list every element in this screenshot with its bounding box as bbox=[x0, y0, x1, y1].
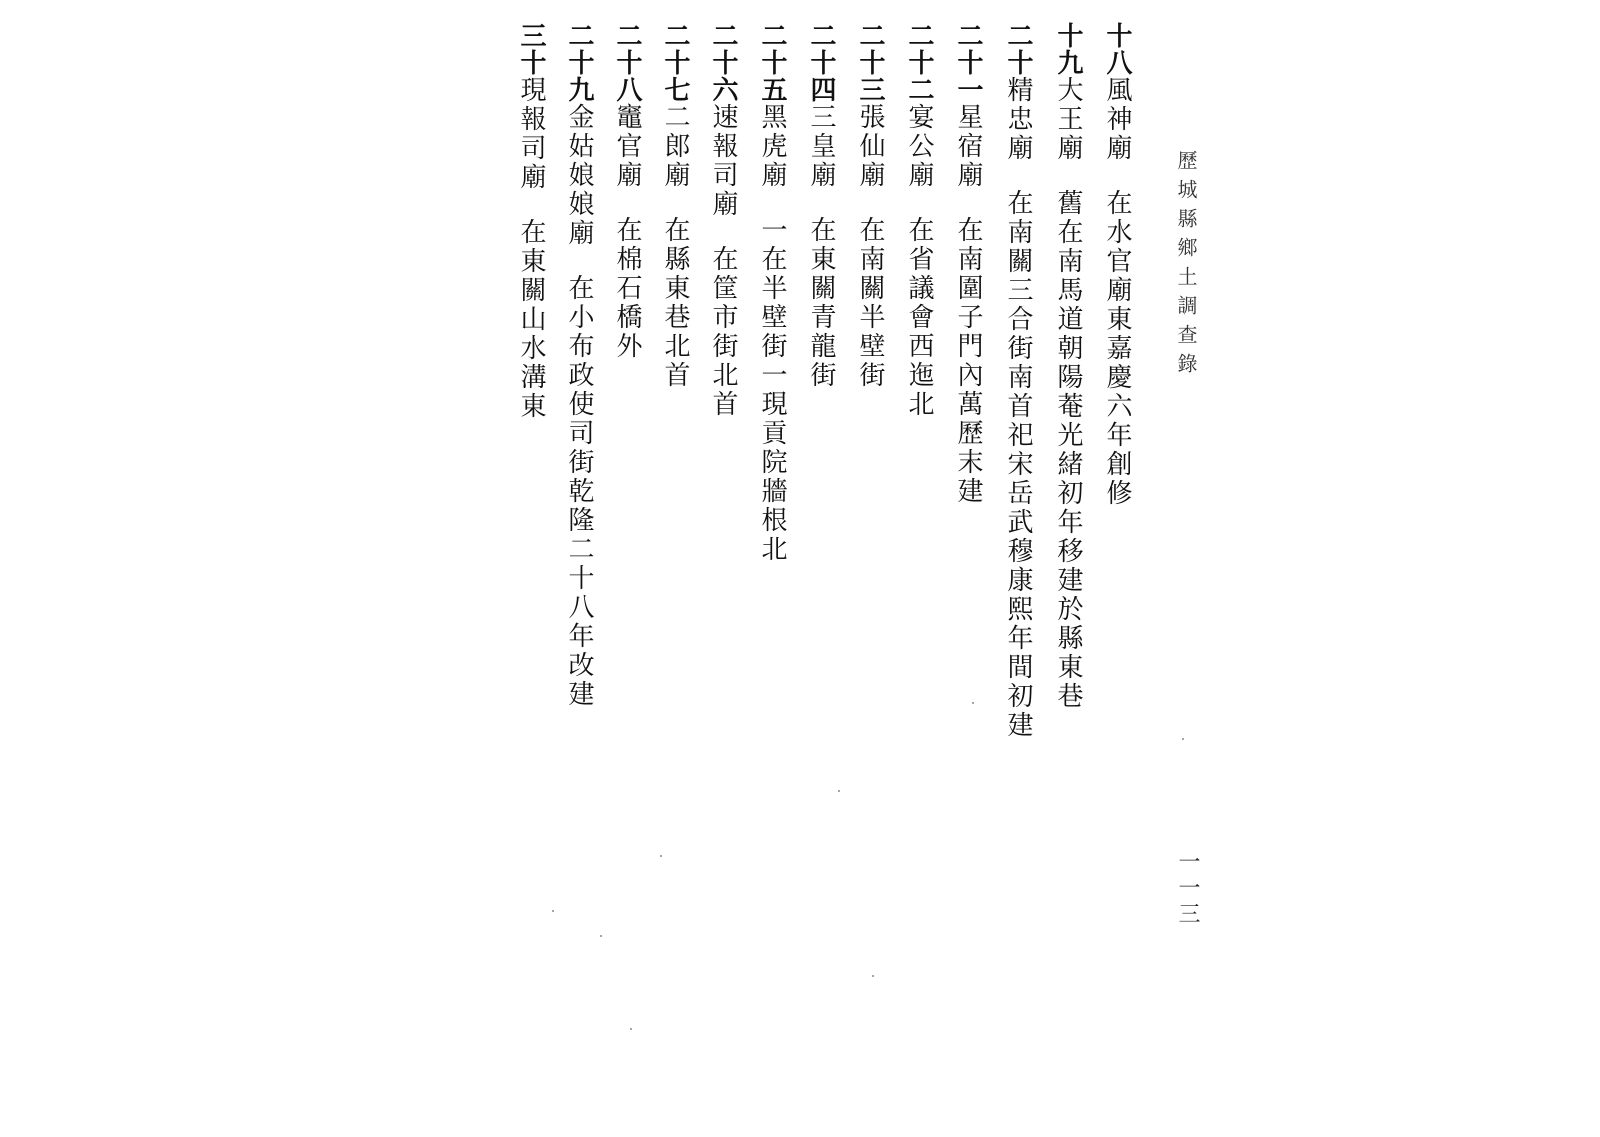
entry-number: 二十 bbox=[1003, 22, 1033, 76]
temple-entry bbox=[1055, 22, 1081, 711]
temple-entry bbox=[955, 22, 981, 506]
temple-name: 精忠廟 bbox=[1003, 76, 1033, 163]
scan-speck bbox=[872, 975, 874, 977]
temple-location: 在東關青龍街 bbox=[806, 216, 836, 390]
temple-name: 現報司廟 bbox=[516, 76, 546, 192]
temple-name: 大王廟 bbox=[1053, 76, 1083, 163]
temple-name: 風神廟 bbox=[1102, 76, 1132, 163]
temple-name: 張仙廟 bbox=[855, 103, 885, 190]
temple-location: 在東關山水溝東 bbox=[516, 218, 546, 421]
scan-speck bbox=[972, 702, 974, 704]
temple-name: 二郎廟 bbox=[660, 103, 690, 190]
entry-number: 二十四 bbox=[806, 22, 836, 103]
entry-number: 十九 bbox=[1053, 22, 1083, 76]
entry-number: 二十二 bbox=[904, 22, 934, 103]
entry-number: 十八 bbox=[1102, 22, 1132, 76]
temple-name: 星宿廟 bbox=[953, 103, 983, 190]
temple-location: 在棉石橋外 bbox=[612, 216, 642, 361]
temple-entry bbox=[614, 22, 640, 361]
temple-entry bbox=[662, 22, 688, 390]
temple-name: 金姑娘娘廟 bbox=[564, 103, 594, 248]
temple-name: 宴公廟 bbox=[904, 103, 934, 190]
temple-location: 在南圍子門內萬歷末建 bbox=[953, 216, 983, 506]
temple-location: 在省議會西迤北 bbox=[904, 216, 934, 419]
temple-location: 在縣東巷北首 bbox=[660, 216, 690, 390]
temple-location: 在水官廟東嘉慶六年創修 bbox=[1102, 189, 1132, 508]
entry-number: 三十 bbox=[516, 22, 546, 76]
temple-location: 在筐市街北首 bbox=[708, 245, 738, 419]
temple-entry bbox=[1104, 22, 1130, 508]
temple-entry bbox=[808, 22, 834, 390]
running-header: 歷城縣鄉土調查錄 bbox=[1174, 150, 1198, 382]
temple-name: 三皇廟 bbox=[806, 103, 836, 190]
scan-speck bbox=[552, 910, 554, 912]
temple-entry bbox=[710, 22, 736, 419]
page-number: 一一三 bbox=[1175, 850, 1200, 928]
temple-location: 舊在南馬道朝陽菴光緒初年移建於縣東巷 bbox=[1053, 189, 1083, 711]
scan-speck bbox=[600, 935, 602, 937]
scan-speck bbox=[838, 790, 840, 792]
temple-name: 速報司廟 bbox=[708, 103, 738, 219]
temple-location: 在南關三合街南首祀宋岳武穆康熙年間初建 bbox=[1003, 189, 1033, 740]
entry-number: 二十八 bbox=[612, 22, 642, 103]
temple-entry bbox=[566, 22, 592, 709]
entry-number: 二十六 bbox=[708, 22, 738, 103]
scan-speck bbox=[1182, 738, 1184, 740]
entry-number: 二十七 bbox=[660, 22, 690, 103]
temple-entry bbox=[1005, 22, 1031, 740]
temple-location: 在南關半壁街 bbox=[855, 216, 885, 390]
temple-location: 在小布政使司街乾隆二十八年改建 bbox=[564, 274, 594, 709]
temple-entry bbox=[906, 22, 932, 419]
entry-number: 二十三 bbox=[855, 22, 885, 103]
temple-entry bbox=[759, 22, 785, 564]
scan-speck bbox=[660, 855, 662, 857]
temple-name: 黑虎廟 bbox=[757, 103, 787, 190]
scan-speck bbox=[630, 1028, 632, 1030]
entry-number: 二十一 bbox=[953, 22, 983, 103]
entry-number: 二十九 bbox=[564, 22, 594, 103]
temple-entry bbox=[857, 22, 883, 390]
temple-name: 竈官廟 bbox=[612, 103, 642, 190]
temple-entry bbox=[518, 22, 544, 421]
entry-number: 二十五 bbox=[757, 22, 787, 103]
temple-location: 一在半壁街一現貢院牆根北 bbox=[757, 216, 787, 564]
